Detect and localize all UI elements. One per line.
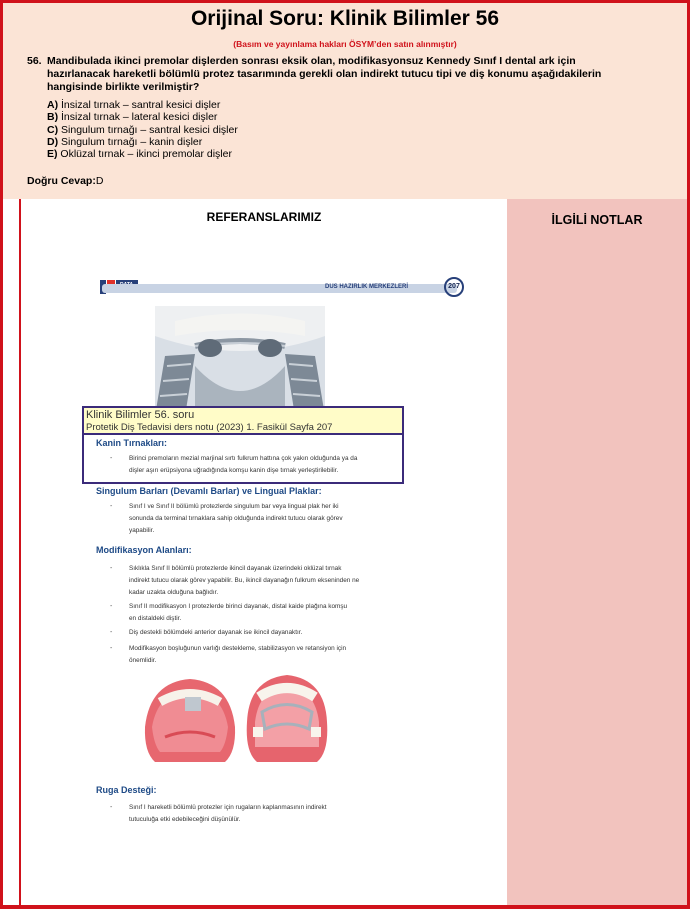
reference-page-image xyxy=(82,254,497,899)
kanin-bullet-line: Birinci premoların mezial marjinal sırtı fulkrum hattına çok yakın olduğunda ya da xyxy=(129,455,358,462)
modifikasyon-bullet-line: Modifikasyon boşluğunun varlığı destekleme, stabilizasyon ve retansiyon için xyxy=(129,645,347,652)
page-title: Orijinal Soru: Klinik Bilimler 56 xyxy=(190,7,500,30)
option-text: İnsizal tırnak – santral kesici dişler xyxy=(61,99,221,111)
references-title: REFERANSLARIMIZ xyxy=(206,210,322,224)
option-letter: A) xyxy=(47,99,59,111)
answer-value: D xyxy=(95,175,104,187)
modifikasyon-bullet-line: en distaldeki diştir. xyxy=(129,615,182,622)
option-letter: E) xyxy=(47,148,58,161)
notes-title: İLGİLİ NOTLAR xyxy=(551,213,643,227)
answer-label: Doğru Cevap: xyxy=(27,175,96,187)
singulum-bullet-line: Sınıf I ve Sınıf II bölümlü protezlerde singulum bar veya lingual plak her iki xyxy=(129,503,339,510)
correct-answer xyxy=(27,175,103,187)
singulum-bullet-line: yapabilir. xyxy=(129,527,155,534)
question-number: 56. xyxy=(27,55,42,67)
bullet-dash: - xyxy=(110,565,113,572)
question-text: Mandibulada ikinci premolar dişlerden sonrası eksik olan, modifikasyonsuz Kennedy Sınıf I dental ark için hazırlanacak hareketli bölümlü protez tasarımında gerekli olan indirekt tutucu tipi ve diş konumu aşağıdakilerin hangisinde birlikte verilmiştir? xyxy=(47,55,602,93)
bullet-dash: - xyxy=(110,455,113,462)
copyright-note: (Basım ve yayınlama hakları ÖSYM’den satın alınmıştır) xyxy=(233,39,457,49)
denture-model-photo-right xyxy=(237,667,337,767)
option-text: Oklüzal tırnak – ikinci premolar dişler xyxy=(60,148,232,161)
reference-title: Klinik Bilimler 56. soru xyxy=(86,409,195,421)
option-c xyxy=(47,124,238,136)
singulum-bullet-line: sonunda da terminal tırnaklara sahip olduğunda indirekt tutucu olarak görev xyxy=(129,515,343,522)
denture-model-photo-left xyxy=(140,667,240,767)
modifikasyon-bullet-line: indirekt tutucu olarak görev yapabilir. Bu, ikincil dayanağın fulkrum ekseninden ne xyxy=(129,577,360,584)
option-text: Singulum tırnağı – kanin dişler xyxy=(61,135,203,148)
notes-panel xyxy=(507,199,687,905)
reference-source: Protetik Diş Tedavisi ders notu (2023) 1. Fasikül Sayfa 207 xyxy=(86,422,333,433)
ruga-bullet-line: Sınıf I hareketli bölümlü protezler için rugaların kaplanmasının indirekt xyxy=(129,804,327,811)
kanin-heading: Kanin Tırnakları: xyxy=(96,438,168,448)
reference-highlight-outline xyxy=(82,435,404,484)
page-number: 207 xyxy=(444,277,464,297)
option-b xyxy=(47,111,238,123)
option-d xyxy=(47,136,238,148)
ruga-heading: Ruga Desteği: xyxy=(96,785,157,795)
option-letter: C) xyxy=(47,123,59,136)
bullet-dash: - xyxy=(110,603,113,610)
option-text: Singulum tırnağı – santral kesici dişler xyxy=(61,123,238,136)
option-letter: B) xyxy=(47,111,59,124)
bullet-dash: - xyxy=(110,629,113,636)
option-a xyxy=(47,99,238,111)
modifikasyon-bullet-line: Sıklıkla Sınıf II bölümlü protezlerde ikincil dayanak üzerindeki oklüzal tırnak xyxy=(129,565,342,572)
bullet-dash: - xyxy=(110,804,113,811)
singulum-heading: Singulum Barları (Devamlı Barlar) ve Lingual Plaklar: xyxy=(96,486,322,496)
answer-options xyxy=(47,99,238,160)
reference-callout xyxy=(82,406,404,435)
modifikasyon-bullet-line: kadar uzakta olduğuna bağlıdır. xyxy=(129,589,219,596)
bullet-dash: - xyxy=(110,503,113,510)
band-text: DUS HAZIRLIK MERKEZLERİ xyxy=(325,284,408,290)
option-text: İnsizal tırnak – lateral kesici dişler xyxy=(61,111,218,124)
partial-denture-photo xyxy=(155,306,325,416)
option-letter: D) xyxy=(47,135,59,148)
modifikasyon-bullet-line: önemlidir. xyxy=(129,657,157,664)
option-e xyxy=(47,148,238,160)
bullet-dash: - xyxy=(110,645,113,652)
question-panel xyxy=(3,3,687,199)
kanin-bullet-line: dişler aşırı erüpsiyona uğradığında komşu kanin dişe tırnak yerleştirilebilir. xyxy=(129,467,339,474)
modifikasyon-bullet-line: Sınıf II modifikasyon I protezlerde birinci dayanak, distal kaide plağına komşu xyxy=(129,603,348,610)
left-border xyxy=(19,199,21,907)
modifikasyon-heading: Modifikasyon Alanları: xyxy=(96,545,192,555)
modifikasyon-bullet-line: Diş destekli bölümdeki anterior dayanak ise ikincil dayanaktır. xyxy=(129,629,303,636)
ruga-bullet-line: tutuculuğa etki edebileceğini düşünülür. xyxy=(129,816,241,823)
